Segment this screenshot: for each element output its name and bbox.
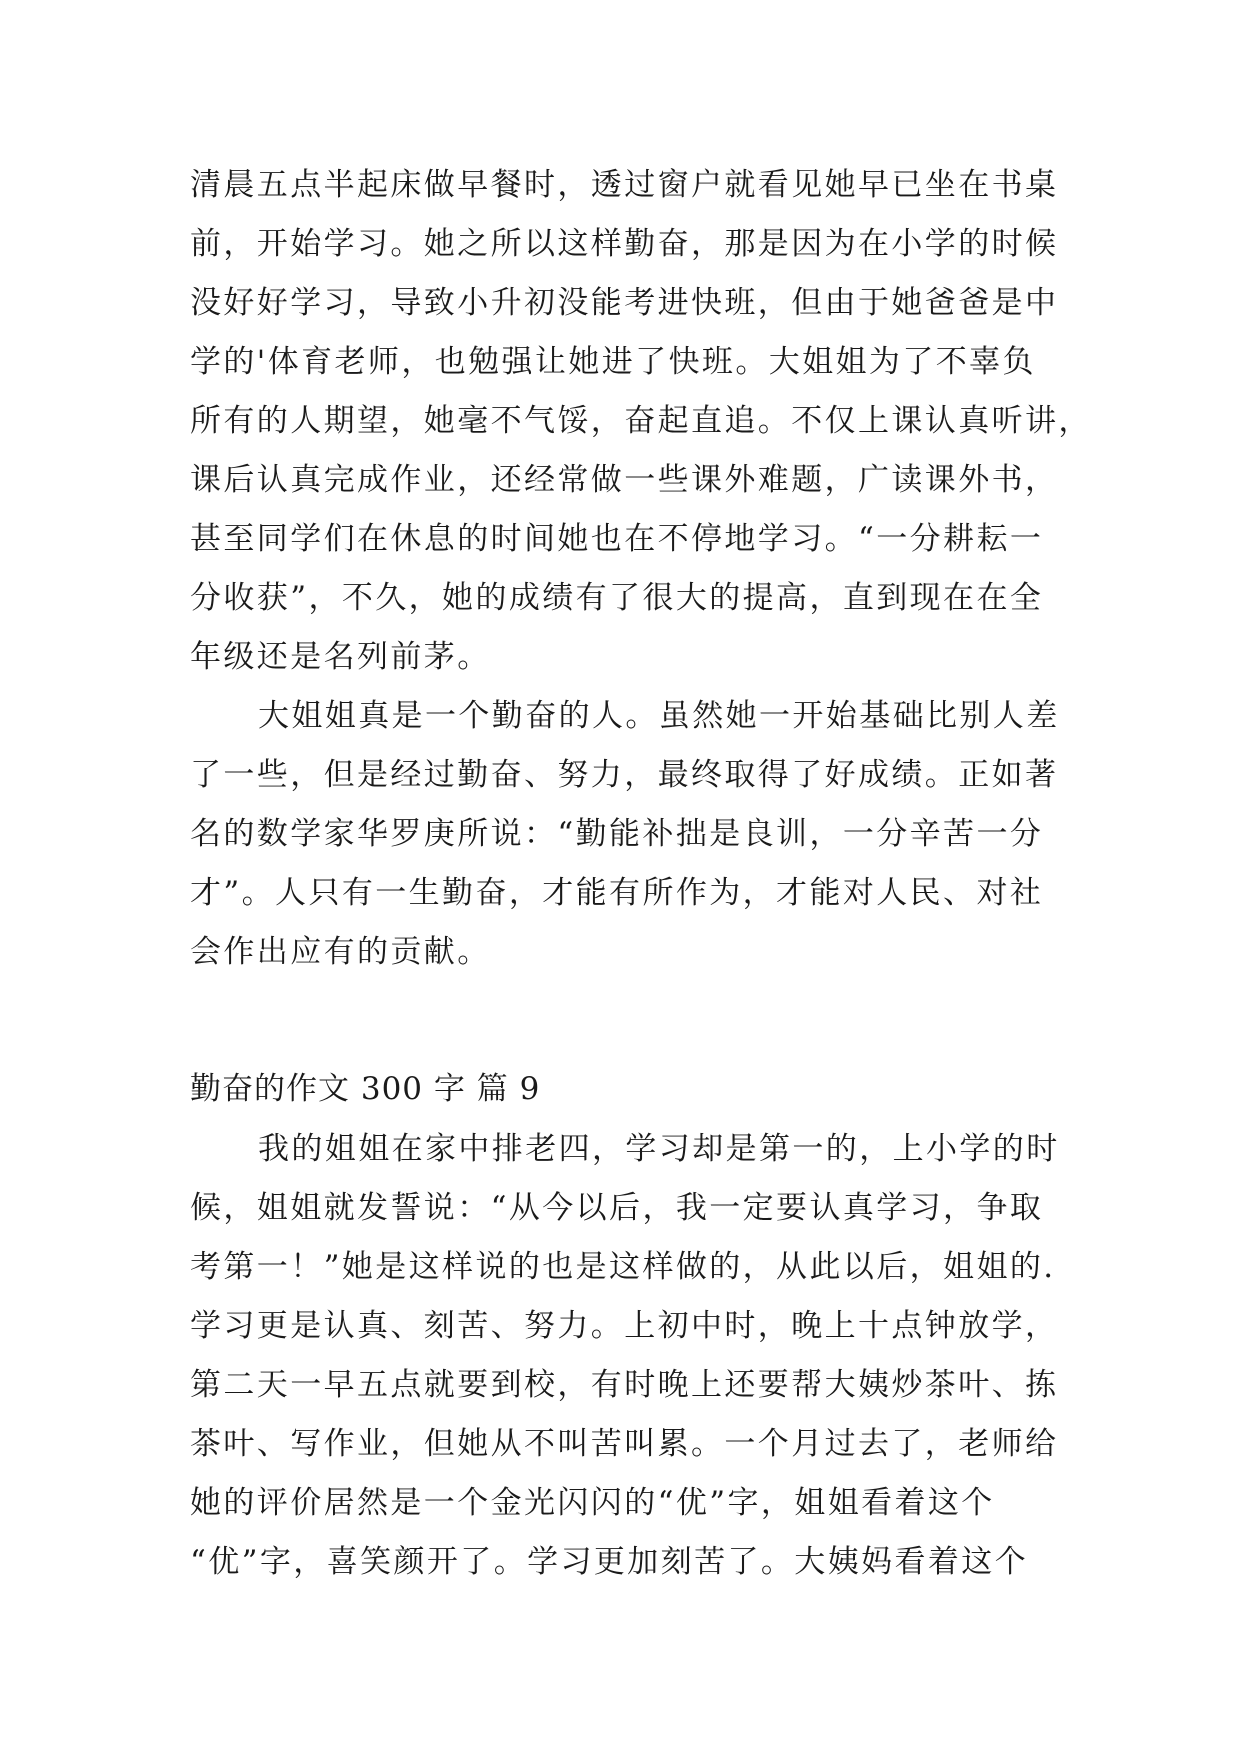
text-line: 大姐姐真是一个勤奋的人。虽然她一开始基础比别人差 bbox=[258, 698, 1060, 734]
text-line: 才”。人只有一生勤奋，才能有所作为，才能对人民、对社 bbox=[190, 875, 1044, 911]
text-line: 她的评价居然是一个金光闪闪的“优”字，姐姐看着这个 bbox=[190, 1485, 995, 1521]
text-line: 没好好学习，导致小升初没能考进快班，但由于她爸爸是中 bbox=[190, 285, 1059, 321]
section-spacer bbox=[190, 982, 1055, 1059]
text-line: 分收获”，不久，她的成绩有了很大的提高，直到现在在全 bbox=[190, 580, 1044, 616]
text-line: 名的数学家华罗庚所说：“勤能补拙是良训，一分辛苦一分 bbox=[190, 816, 1044, 852]
text-line: 学习更是认真、刻苦、努力。上初中时，晚上十点钟放学， bbox=[190, 1308, 1059, 1344]
text-line: 候，姐姐就发誓说：“从今以后，我一定要认真学习，争取 bbox=[190, 1190, 1044, 1226]
text-line: 会作出应有的贡献。 bbox=[190, 934, 491, 970]
text-line: 了一些，但是经过勤奋、努力，最终取得了好成绩。正如著 bbox=[190, 757, 1059, 793]
text-line: 年级还是名列前茅。 bbox=[190, 639, 491, 675]
paragraph-3 bbox=[190, 1120, 1060, 1592]
section-heading: 勤奋的作文 300 字 篇 9 bbox=[190, 1071, 541, 1107]
text-line: 考第一！”她是这样说的也是这样做的，从此以后，姐姐的. bbox=[190, 1249, 1056, 1285]
document-body bbox=[190, 156, 1092, 1592]
text-line: 甚至同学们在休息的时间她也在不停地学习。“一分耕耘一 bbox=[190, 521, 1044, 557]
paragraph-2 bbox=[190, 687, 1060, 982]
text-line: 学的'体育老师，也勉强让她进了快班。大姐姐为了不辜负 bbox=[190, 344, 1036, 380]
text-line: 课后认真完成作业，还经常做一些课外难题，广读课外书， bbox=[190, 462, 1059, 498]
text-line: 清晨五点半起床做早餐时，透过窗户就看见她早已坐在书桌 bbox=[190, 167, 1059, 203]
paragraph-1 bbox=[190, 156, 1092, 687]
text-line: 前，开始学习。她之所以这样勤奋，那是因为在小学的时候 bbox=[190, 226, 1059, 262]
text-line: 所有的人期望，她毫不气馁，奋起直追。不仅上课认真听讲， bbox=[190, 403, 1092, 439]
text-line: 第二天一早五点就要到校，有时晚上还要帮大姨炒茶叶、拣 bbox=[190, 1367, 1059, 1403]
text-line: “优”字，喜笑颜开了。学习更加刻苦了。大姨妈看着这个 bbox=[190, 1544, 1029, 1580]
text-line: 我的姐姐在家中排老四，学习却是第一的，上小学的时 bbox=[258, 1131, 1060, 1167]
text-line: 茶叶、写作业，但她从不叫苦叫累。一个月过去了，老师给 bbox=[190, 1426, 1059, 1462]
